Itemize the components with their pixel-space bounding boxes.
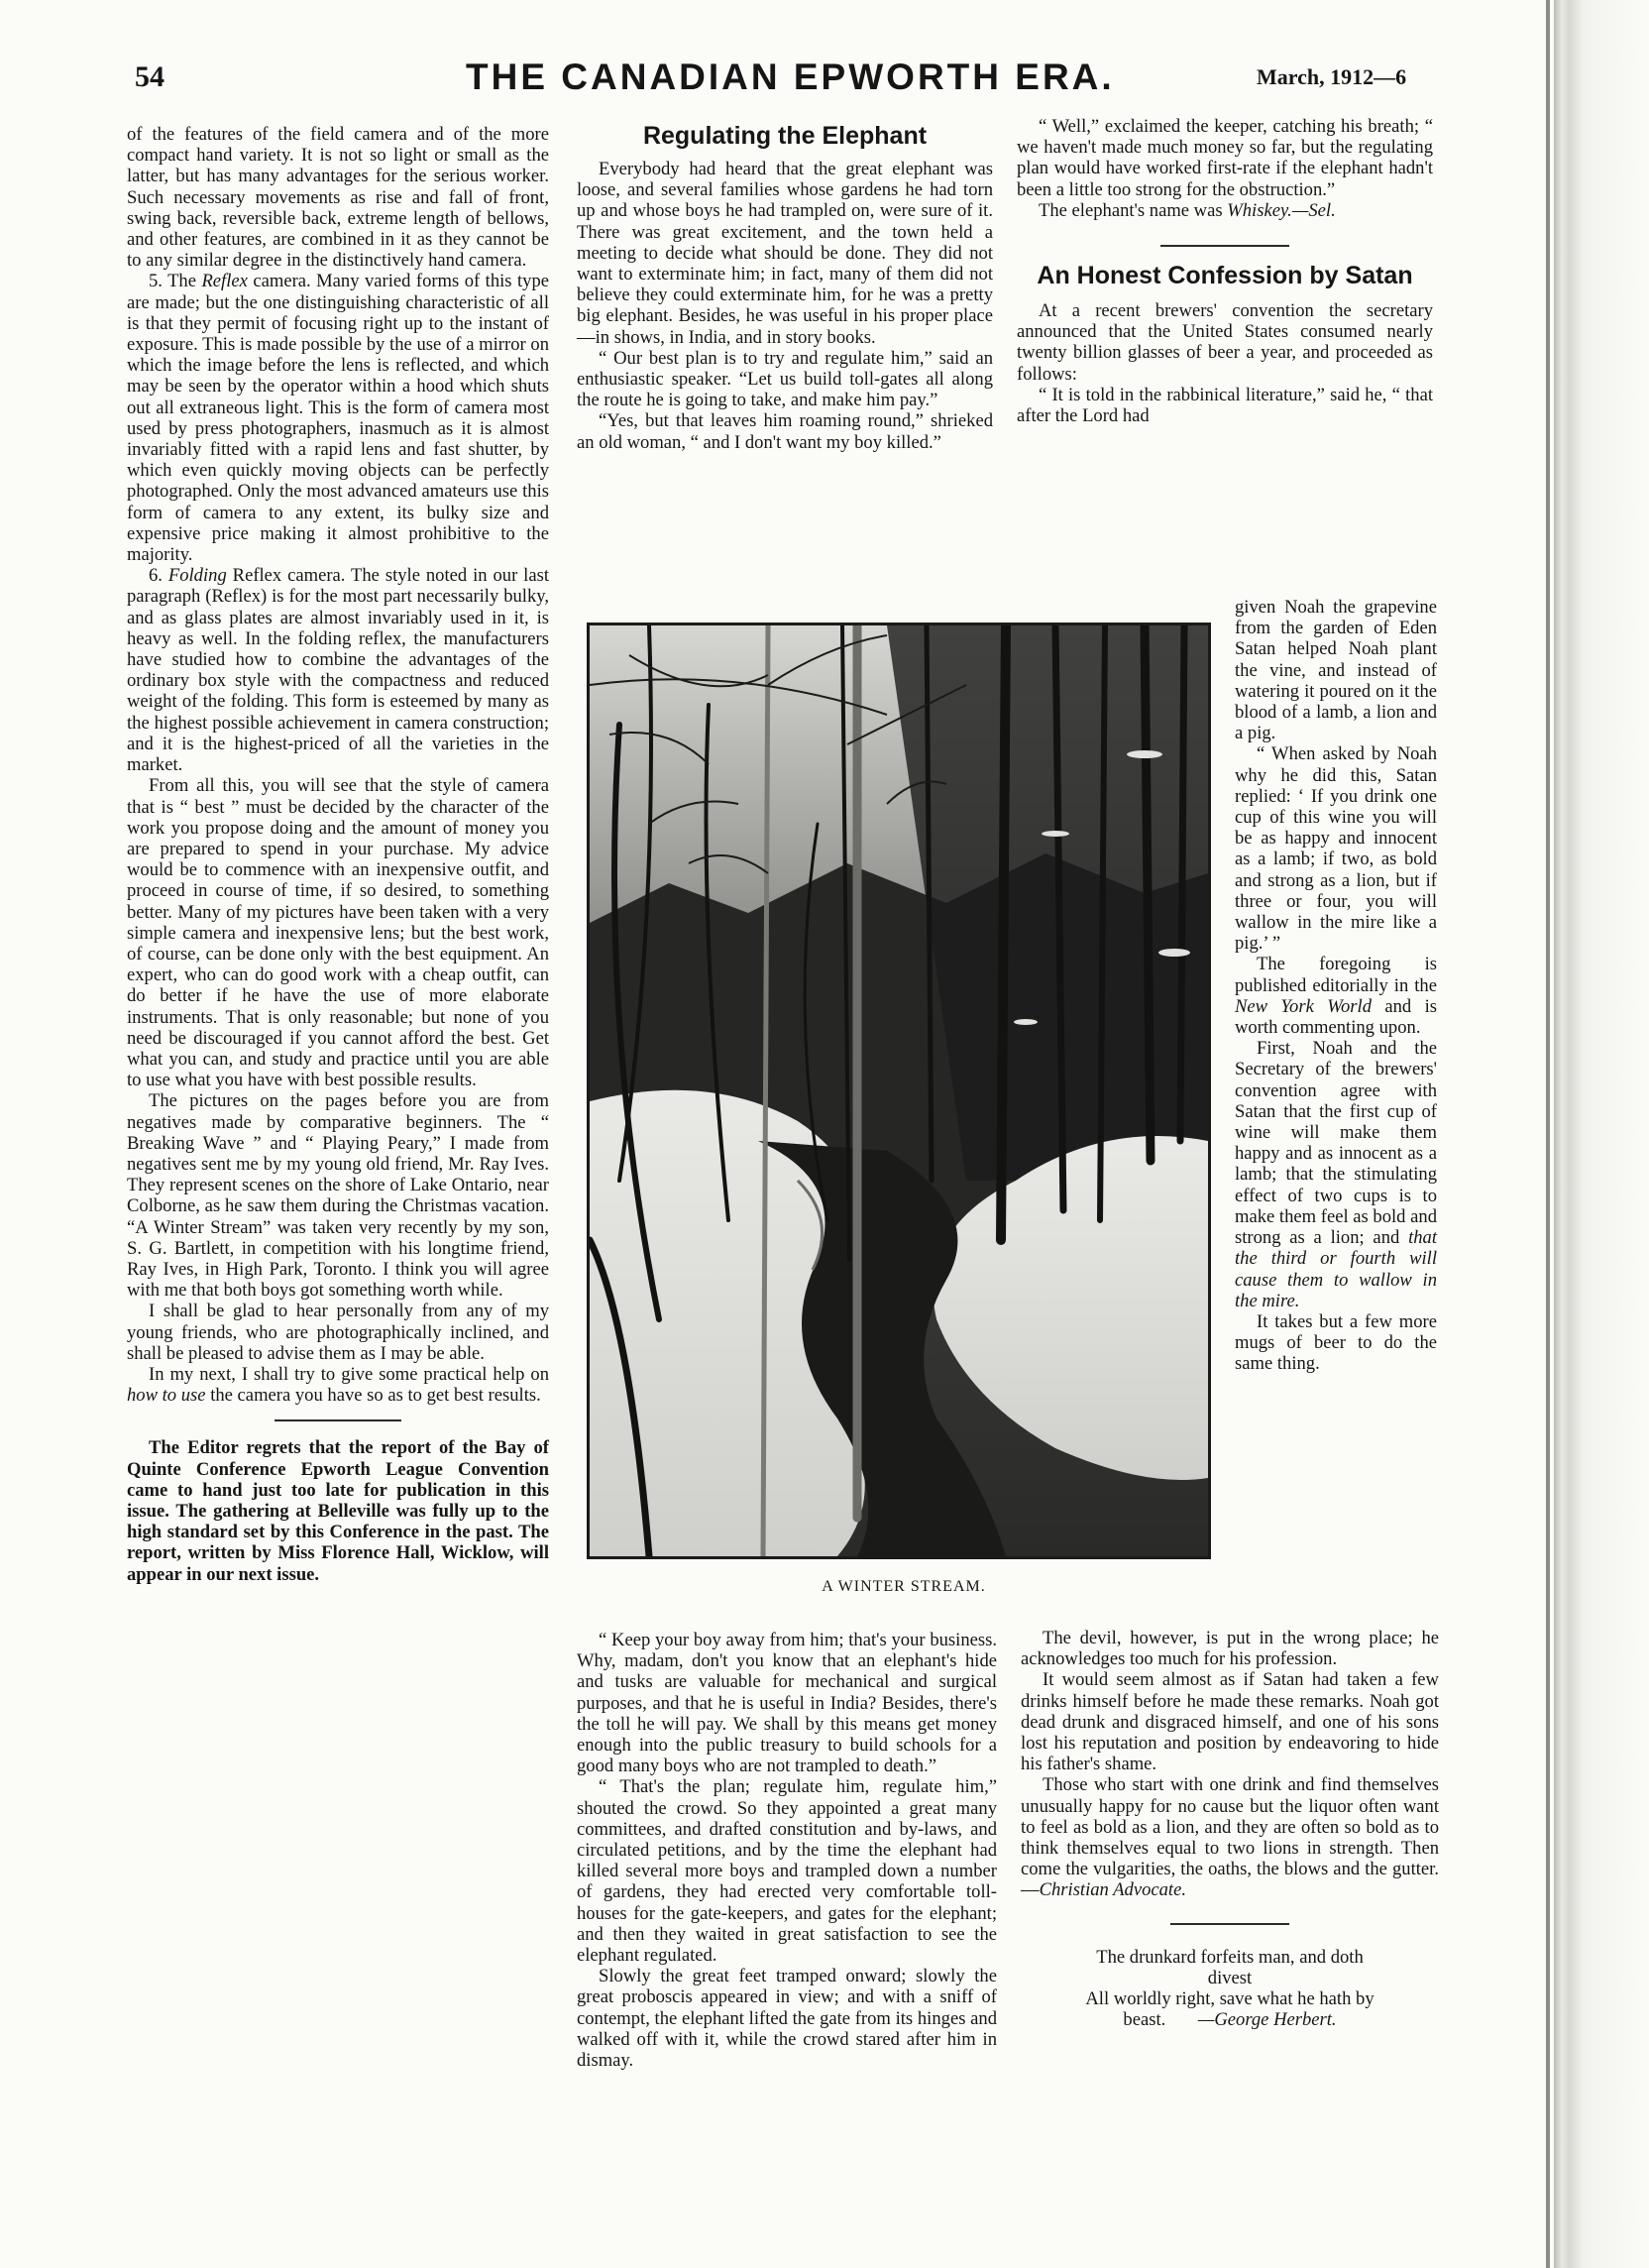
paragraph: In my next, I shall try to give some practical help on how to use the camera you have so as to get best results. (127, 1363, 549, 1407)
paragraph: “ Our best plan is to try and regulate him,” said an enthusiastic speaker. “Let us build toll-gates all along the route he is going to take, and make him pay.” (577, 347, 993, 411)
poem-line: The drunkard forfeits man, and doth (1096, 1946, 1364, 1968)
section-divider (1160, 245, 1289, 247)
satan-article-continued (1021, 1628, 1439, 2030)
paragraph: At a recent brewers' convention the secretary announced that the United States consumed nearly twenty billion glasses of beer a year, and proceeded as follows: (1017, 300, 1433, 385)
paragraph: “Yes, but that leaves him roaming round,” shrieked an old woman, “ and I don't want my boy killed.” (577, 410, 993, 453)
section-divider (1170, 1923, 1289, 1925)
poem-line: divest (1207, 1967, 1253, 1988)
masthead-title: THE CANADIAN EPWORTH ERA. (466, 57, 1115, 97)
section-divider (275, 1419, 401, 1421)
satan-article-wrap (1235, 597, 1437, 1375)
editor-notice: The Editor regrets that the report of the Bay of Quinte Conference Epworth League Convention came to hand just too late for publication in this issue. The gathering at Belleville was fully up to the high standard set by this Conference in the past. The report, written by Miss Florence Hall, Wicklow, will appear in our next issue. (127, 1437, 549, 1585)
paragraph: “ Keep your boy away from him; that's your business. Why, madam, don't you know that an elephant's hide and tusks are valuable for mechanical and surgical purposes, and that he is useful in India? Besides, there's the toll he will pay. We shall by this means get money enough into the public treasury to build schools for a good many boys who are not trampled to death.” (577, 1630, 997, 1777)
elephant-article-continued (577, 1630, 997, 2071)
page-number: 54 (135, 60, 165, 93)
article-heading: Regulating the Elephant (642, 122, 928, 150)
poem-attribution: —George Herbert. (1197, 2009, 1337, 2031)
paragraph: 6. Folding Reflex camera. The style noted in our last paragraph (Reflex) is for the most part necessarily bulky, and as glass plates are almost invariably used in it, is heavy as well. In the folding reflex, the manufacturers have studied how to combine the advantages of the ordinary box style with the compactness and reduced weight of the folding. This form is esteemed by many as the highest possible achievement in camera construction; and it is the highest-priced of all the varieties in the market. (127, 565, 549, 776)
paragraph: Those who start with one drink and find themselves unusually happy for no cause but the liquor often want to feel as bold as a lion, and they are often so bold as to think themselves equal to two lions in strength. Then come the vulgarities, the oaths, the blows and the gutter.—Christian Advocate. (1021, 1774, 1439, 1901)
paragraph: given Noah the grapevine from the garden of Eden Satan helped Noah plant the vine, and instead of watering it poured on it the blood of a lamb, a lion and a pig. (1235, 597, 1437, 744)
paragraph: “ When asked by Noah why he did this, Satan replied: ‘ If you drink one cup of this wine you will be as happy and innocent as a lamb; if two, as bold and strong as a lion, but if three or four, you will wallow in the mire like a pig.’ ” (1235, 743, 1437, 955)
paragraph: From all this, you will see that the style of camera that is “ best ” must be decided by the character of the work you propose doing and the amount of money you are prepared to spend in your purchase. My advice would be to commence with an inexpensive outfit, and proceed in course of time, if so desired, to something better. Many of my pictures have been taken with a very simple camera and inexpensive lens; but the best work, of course, can be done only with the best equipment. An expert, who can do good work with a cheap outfit, can do better if he have the use of more elaborate instruments. That is only reasonable; but none of you need be discouraged if you cannot afford the best. Get what you can, and study and practice until you are able to use what you have with best possible results. (127, 775, 549, 1091)
winter-stream-photo (587, 623, 1211, 1559)
paragraph: The foregoing is published editorially in the New York World and is worth commenting upon. (1235, 954, 1437, 1039)
paragraph: It takes but a few more mugs of beer to do the same thing. (1235, 1310, 1437, 1375)
photo-caption: A WINTER STREAM. (822, 1578, 986, 1595)
elephant-article-top (577, 121, 993, 453)
paragraph: “ That's the plan; regulate him, regulate him,” shouted the crowd. So they appointed a great many committees, and drafted constitution and by-laws, and circulated petitions, and by the time the elephant had killed several more boys and trampled down a number of gardens, they had erected very comfortable toll-houses for the gate-keepers, and gates for the elephant; and then they waited in great satisfaction to see the elephant regulated. (577, 1776, 997, 1967)
paragraph: “ It is told in the rabbinical literature,” said he, “ that after the Lord had (1017, 384, 1433, 427)
issue-date: March, 1912—6 (1257, 64, 1407, 89)
paragraph: The pictures on the pages before you are from negatives made by comparative beginners. The “ Breaking Wave ” and “ Playing Peary,” I made from negatives sent me by my young old friend, Mr. Ray Ives. They represent scenes on the shore of Lake Ontario, near Colborne, as he saw them during the Christmas vacation. “A Winter Stream” was taken very recently by my son, S. G. Bartlett, in competition with his longtime friend, Ray Ives, in High Park, Toronto. I think you will agree with me that both boys got something worth while. (127, 1090, 549, 1302)
paragraph: Everybody had heard that the great elephant was loose, and several families whose gardens he had torn up and whose boys he had trampled on, were sure of it. There was great excitement, and the town held a meeting to decide what should be done. They did not want to exterminate him; in fact, many of them did not believe they could exterminate him, for he was a pretty big elephant. Besides, he was useful in his proper place—in shows, in India, and in story books. (577, 159, 993, 348)
page-fold-shadow (1546, 0, 1550, 2268)
article-heading: An Honest Confession by Satan (1037, 262, 1413, 290)
paragraph: The devil, however, is put in the wrong place; he acknowledges too much for his profession. (1021, 1628, 1439, 1670)
camera-article-column (127, 124, 549, 1585)
adjacent-page-edge (1554, 0, 1649, 2268)
column-three-top (1017, 116, 1433, 426)
poem-line: beast. —George Herbert. (1123, 2009, 1337, 2031)
paragraph: “ Well,” exclaimed the keeper, catching his breath; “ we haven't made much money so far, but the regulating plan would have worked first-rate if the elephant hadn't been a little too strong for the obstruction.” (1017, 116, 1433, 200)
poem-line: All worldly right, save what he hath by (1085, 1988, 1374, 2010)
paragraph: 5. The Reflex camera. Many varied forms of this type are made; but the one distinguishing characteristic of all is that they permit of focusing right up to the instant of exposure. This is made possible by the use of a mirror on which the image before the lens is reflected, and which may be seen by the operator within a hood which shuts out all extraneous light. This is the form of camera most used by press photographers, inasmuch as it is almost invariably fitted with a rapid lens and fast shutter, by which even quickly moving objects can be perfectly photographed. Only the most advanced amateurs use this form of camera to any extent, its bulky size and expensive price making it almost prohibitive to the majority. (127, 271, 549, 566)
paragraph: Slowly the great feet tramped onward; slowly the great proboscis appeared in view; and with a sniff of contempt, the elephant lifted the gate from its hinges and walked off with it, while the crowd stared after him in dismay. (577, 1966, 997, 2072)
paragraph: of the features of the field camera and of the more compact hand variety. It is not so light or small as the latter, but has many advantages for the serious worker. Such necessary movements as rise and fall of front, swing back, reversible back, extreme length of bellows, and other features, are combined in it as they cannot be to any similar degree in the distinctively hand camera. (127, 124, 549, 272)
paragraph: First, Noah and the Secretary of the brewers' convention agree with Satan that the first cup of wine will make them happy and as innocent as a lamb; that the stimulating effect of two cups is to make them feel as bold and strong as a lion; and that the third or fourth will cause them to wallow in the mire. (1235, 1038, 1437, 1311)
paragraph: It would seem almost as if Satan had taken a few drinks himself before he made these remarks. Noah got dead drunk and disgraced himself, and one of his sons lost his reputation and position by endeavoring to hide his father's shame. (1021, 1669, 1439, 1775)
paragraph: The elephant's name was Whiskey.—Sel. (1039, 199, 1336, 221)
paragraph: I shall be glad to hear personally from any of my young friends, who are photographically inclined, and shall be pleased to advise them as I may be able. (127, 1301, 549, 1364)
